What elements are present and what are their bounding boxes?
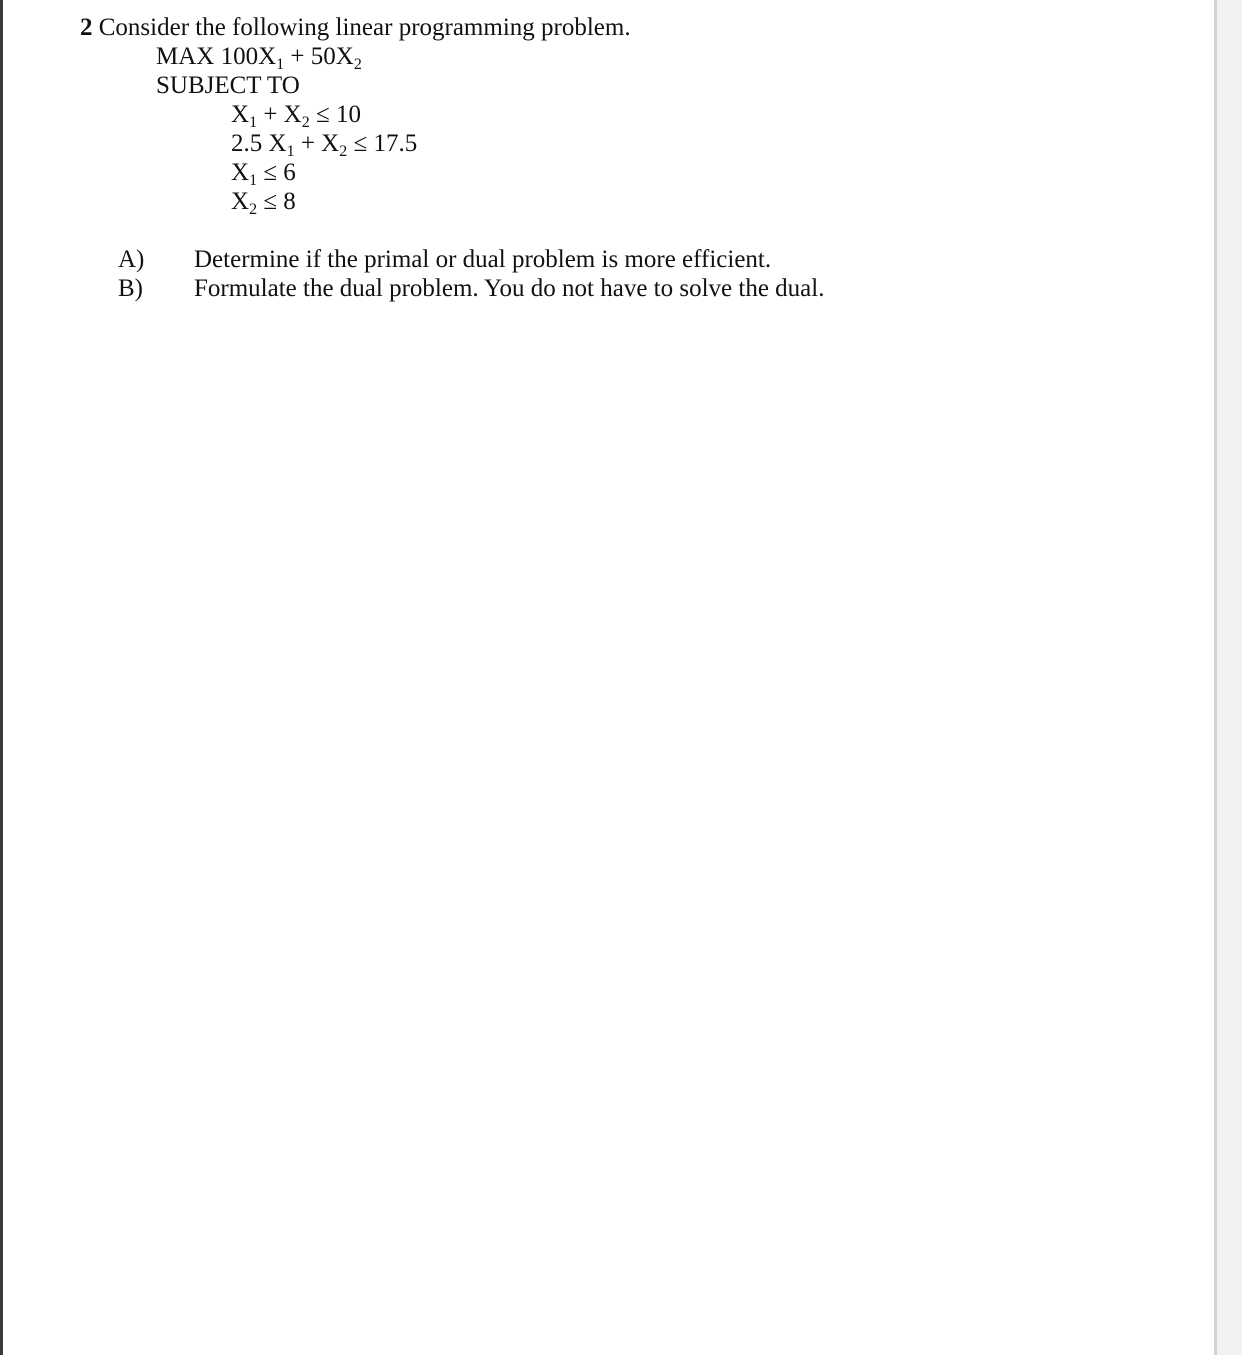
part-a-label: A) <box>118 246 145 273</box>
objective-function: MAX $100X_1 + 50X_2$ <box>156 43 362 73</box>
constraint-2: 2.5 $X_1 + X_2 \le 17.5$ <box>231 130 418 160</box>
viewer-scroll-gutter[interactable] <box>1214 0 1242 1355</box>
question-intro: Consider the following linear programming problem. <box>98 14 631 41</box>
subject-to-label: SUBJECT TO <box>156 72 300 99</box>
constraint-1: $X_1 + X_2 \le 10$ <box>231 101 361 131</box>
question-heading <box>80 13 631 42</box>
constraint-3: $X_1 \le 6$ <box>231 159 296 189</box>
question-number: 2 <box>80 14 93 41</box>
part-b-text: Formulate the dual problem. You do not have to solve the dual. <box>194 275 825 302</box>
part-a-text: Determine if the primal or dual problem is more efficient. <box>194 246 772 273</box>
constraint-4: $X_2 \le 8$ <box>231 188 296 218</box>
part-b-label: B) <box>118 275 143 302</box>
